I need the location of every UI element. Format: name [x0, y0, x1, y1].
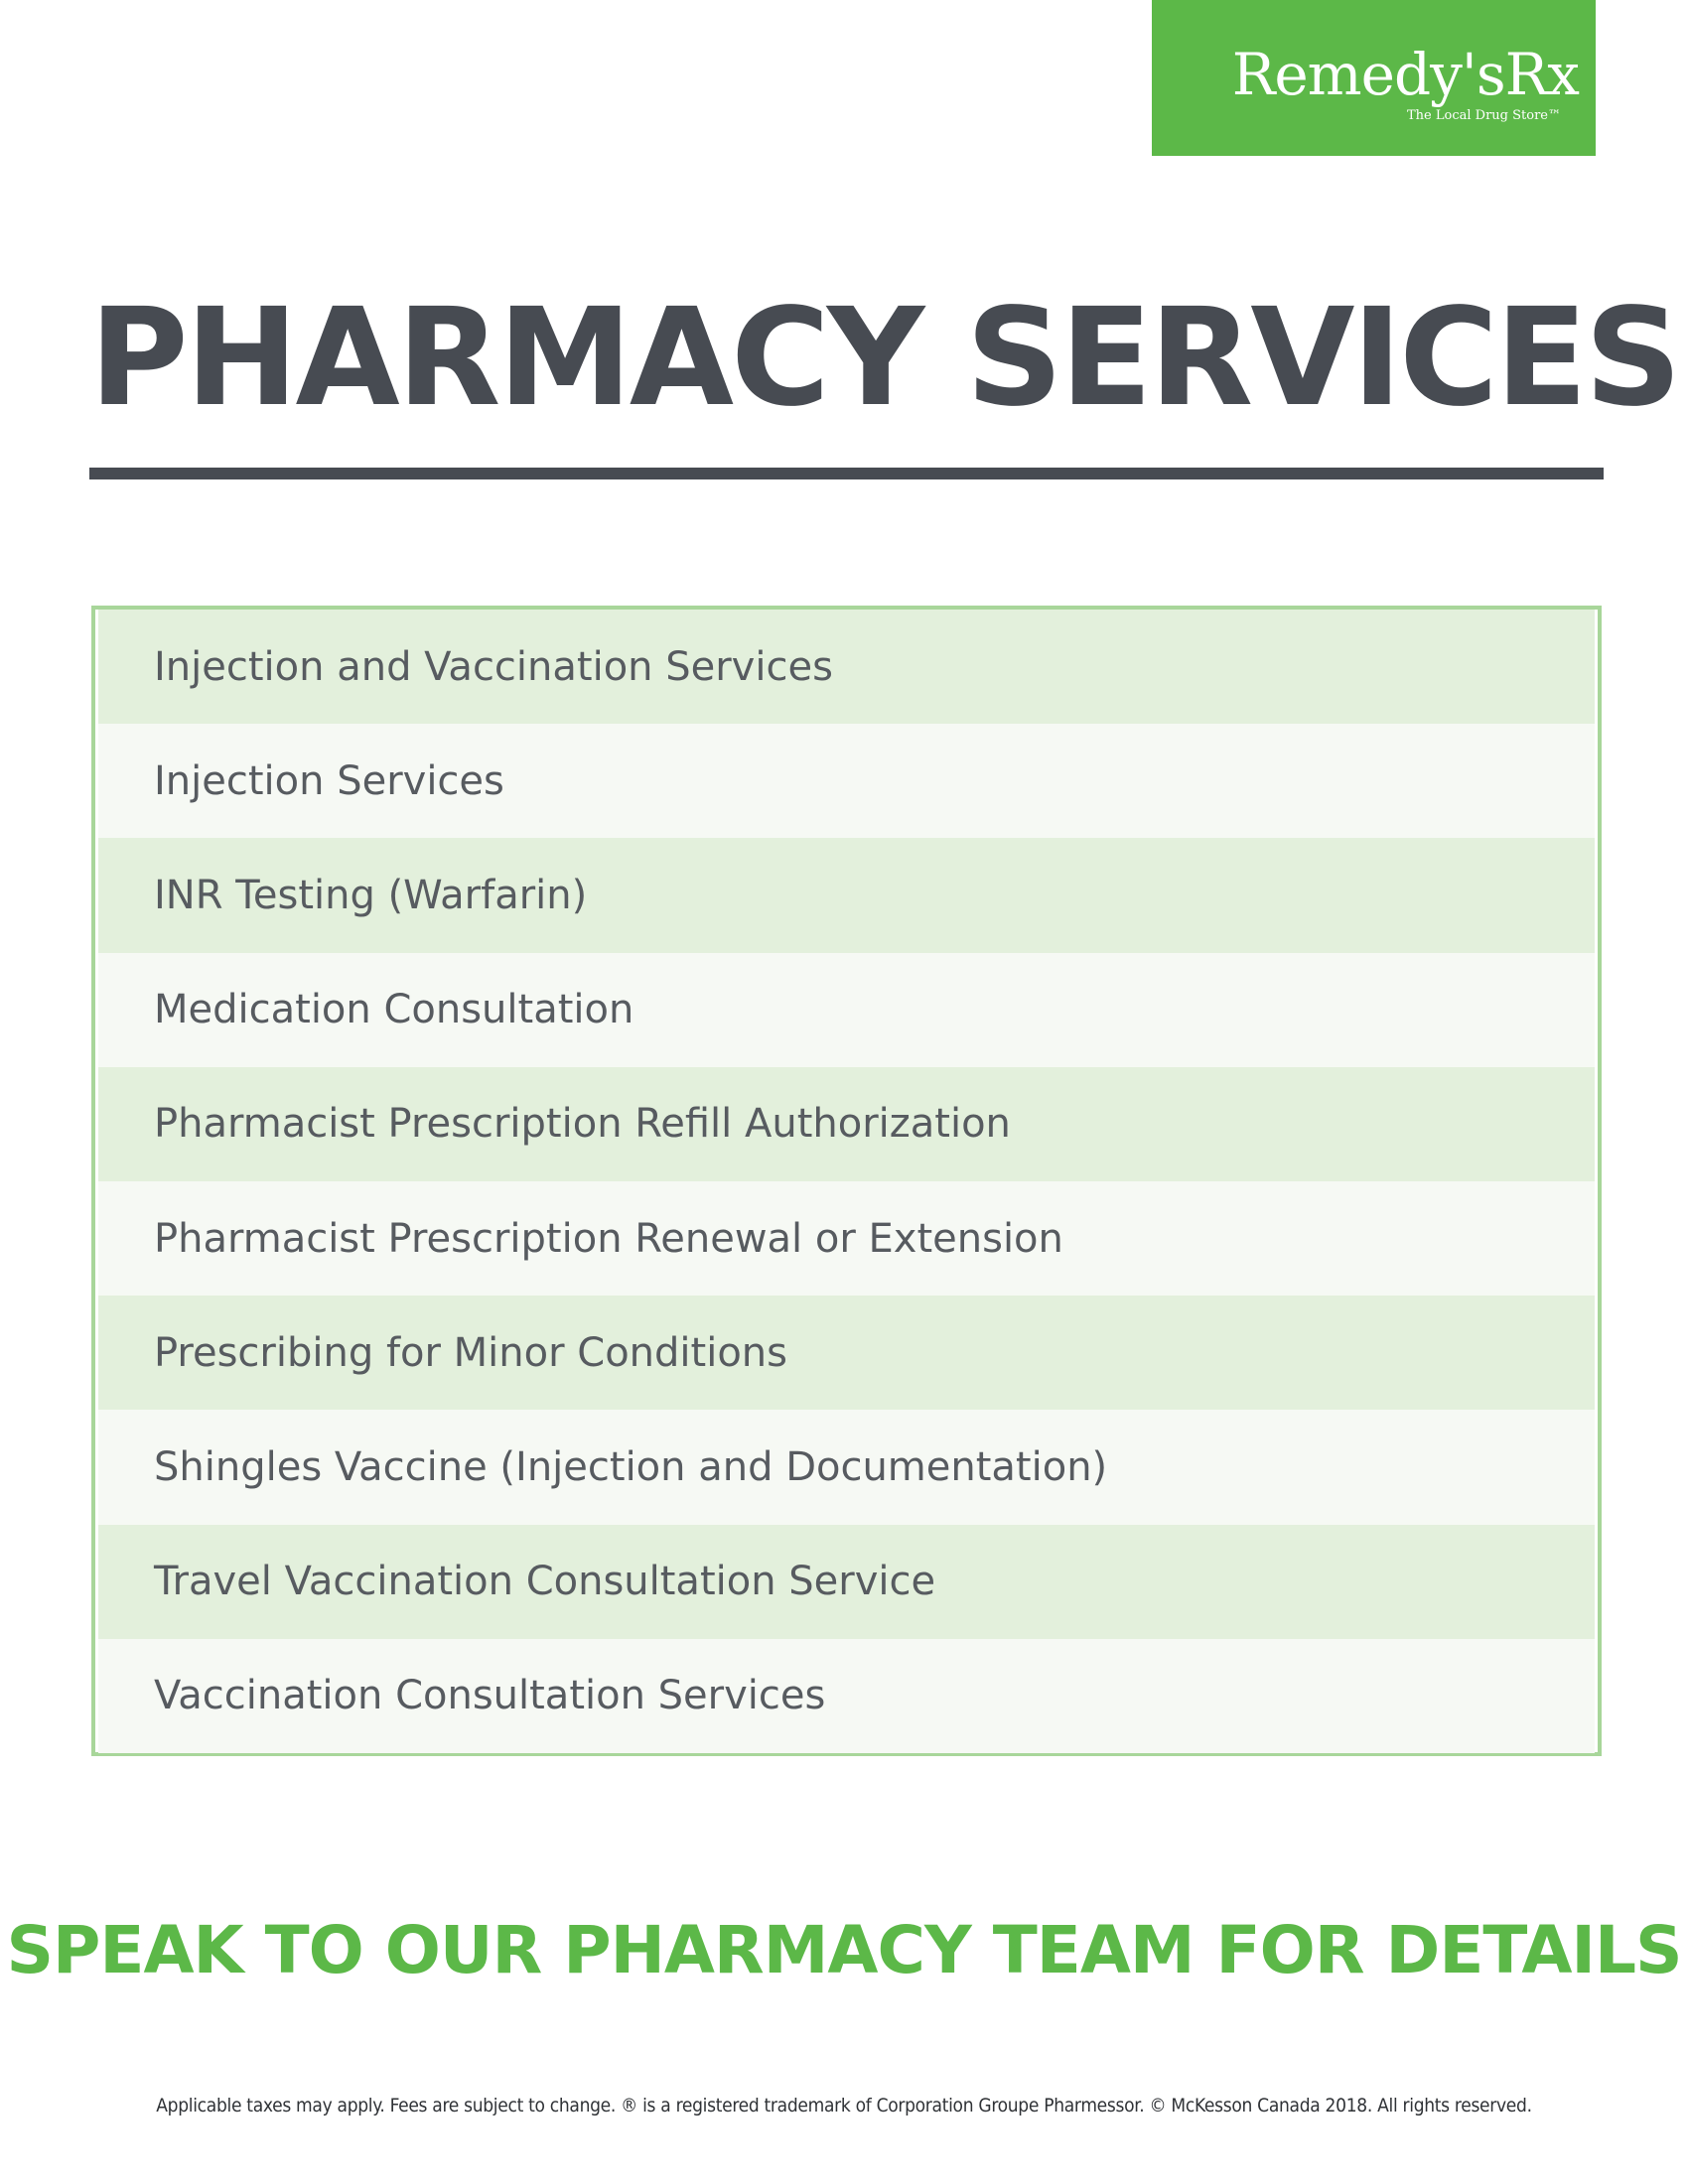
logo-wordmark: Remedy'sRx: [1231, 41, 1579, 108]
brand-logo: [1152, 0, 1596, 156]
service-item: Medication Consultation: [98, 953, 1595, 1067]
title-divider: [89, 468, 1604, 479]
service-item: Prescribing for Minor Conditions: [98, 1296, 1595, 1410]
service-item: Vaccination Consultation Services: [98, 1639, 1595, 1753]
call-to-action: SPEAK TO OUR PHARMACY TEAM FOR DETAILS: [6, 1912, 1682, 1988]
services-list: [91, 606, 1602, 1756]
service-item: Pharmacist Prescription Refill Authorization: [98, 1067, 1595, 1181]
service-item: INR Testing (Warfarin): [98, 838, 1595, 952]
service-item: Pharmacist Prescription Renewal or Extension: [98, 1181, 1595, 1296]
logo-tagline: The Local Drug Store™: [1407, 108, 1561, 123]
service-item: Travel Vaccination Consultation Service: [98, 1525, 1595, 1639]
service-item: Injection and Vaccination Services: [98, 610, 1595, 724]
service-item: Injection Services: [98, 724, 1595, 838]
page-title: PHARMACY SERVICES: [89, 280, 1679, 437]
service-item: Shingles Vaccine (Injection and Documentation): [98, 1410, 1595, 1524]
legal-footer: Applicable taxes may apply. Fees are subject to change. ® is a registered trademark of Corporation Groupe Pharmessor. © McKesson Canada 2018. All rights reserved.: [156, 2095, 1532, 2116]
